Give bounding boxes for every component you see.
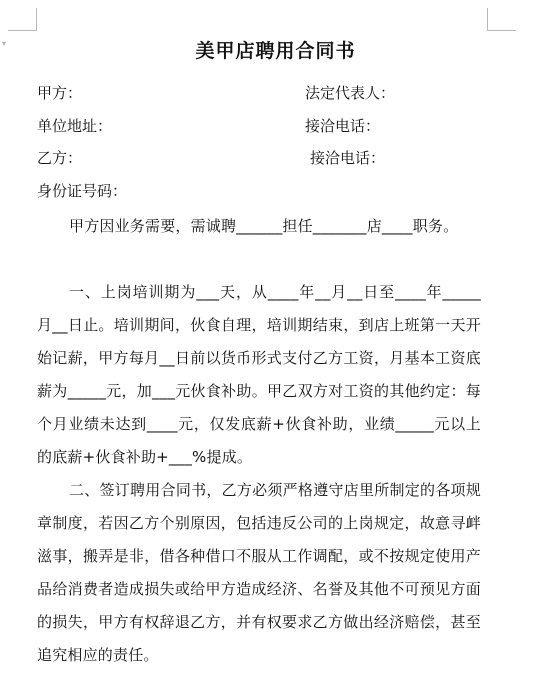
paragraph-intro: 甲方因业务需要，需诚聘______担任_______店____职务。 bbox=[69, 217, 459, 235]
unit-address-label: 单位地址： bbox=[37, 117, 113, 135]
id-number-label: 身份证号码： bbox=[37, 182, 128, 200]
paragraph-clause-2: 二、签订聘用合同书，乙方必须严格遵守店里所制定的各项规章制度，若因乙方个别原因，包括违反公司的上岗规定，故意寻衅滋事，搬弄是非，借各种借口不服从工作调配，或不按规定使用产品给消费者造成损失或给甲方造成经济、名誉及其他不可预见方面的损失，甲方有权辞退乙方，并有权要求乙方做出经济赔偿，甚至追究相应的责任。 bbox=[37, 481, 481, 664]
legal-representative-label: 法定代表人： bbox=[305, 84, 396, 102]
crop-mark-top-right bbox=[487, 8, 516, 31]
party-b-label: 乙方： bbox=[37, 149, 83, 167]
crop-mark-top-left bbox=[8, 8, 37, 31]
paragraph-clause-1: 一、上岗培训期为___天，从____年__月__日至____年_____月__日止。培训期间，伙食自理，培训期结束，到店上班第一天开始记薪，甲方每月__日前以货币形式支付乙方工资，月基本工资底薪为_____元，加___元伙食补助。甲乙双方对工资的其他约定：每个月业绩未达到____元，仅发底薪+伙食补助，业绩_____元以上的底薪+伙食补助+___%提成。 bbox=[37, 283, 481, 466]
document-title: 美甲店聘用合同书 bbox=[195, 40, 356, 62]
party-a-phone-label: 接洽电话： bbox=[305, 117, 381, 135]
margin-marker-icon: ▾ bbox=[2, 39, 7, 48]
party-a-label: 甲方： bbox=[37, 84, 83, 102]
party-b-phone-label: 接洽电话： bbox=[310, 149, 386, 167]
